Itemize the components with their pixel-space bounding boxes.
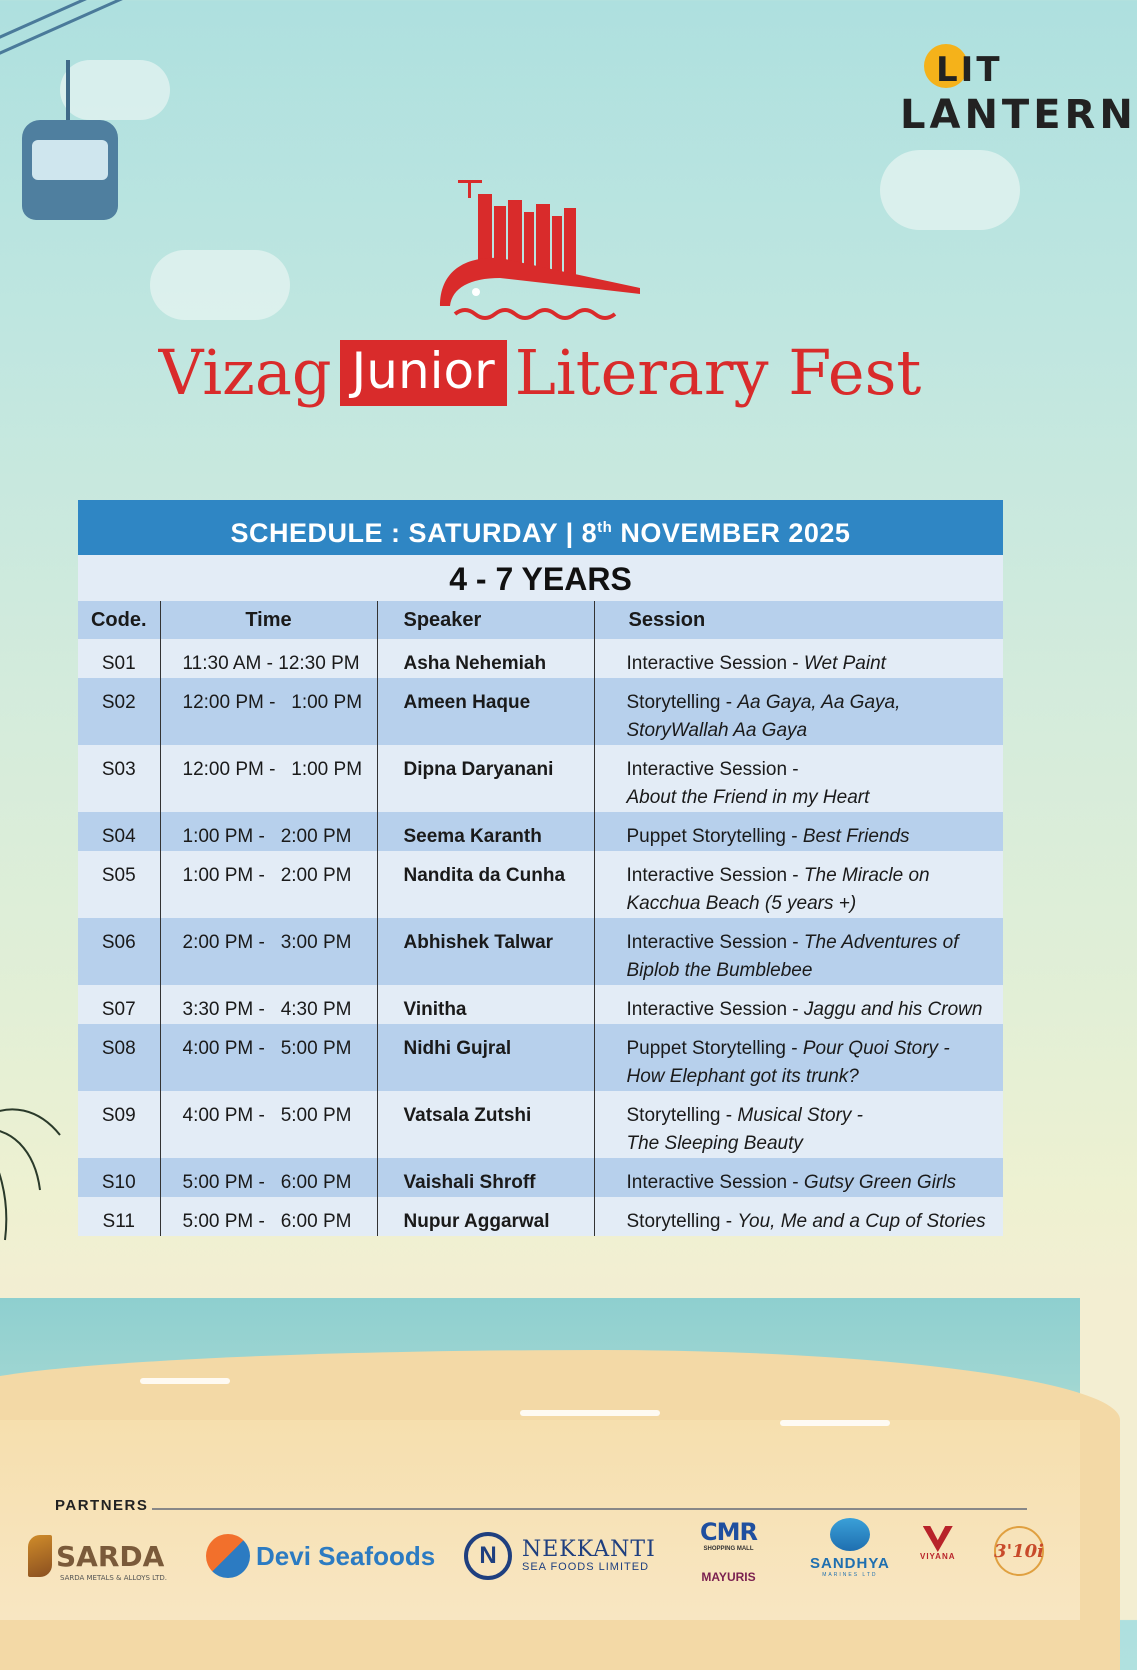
- lit-lantern-top: LIT: [936, 50, 1003, 90]
- schedule-header-pre: SCHEDULE : SATURDAY | 8: [230, 518, 598, 548]
- partner-cmr-name: CMR: [700, 1518, 757, 1546]
- partner-viyana-name: VIYANA: [920, 1552, 956, 1561]
- session-title: The Adventures of: [803, 932, 959, 953]
- cell-session: [594, 1197, 1003, 1236]
- cell-time: 5:00 PM - 6:00 PM: [160, 1158, 377, 1197]
- cell-code: S04: [78, 812, 160, 851]
- session-title-line2: The Sleeping Beauty: [626, 1133, 803, 1154]
- table-row: [78, 918, 1003, 985]
- book-whale-icon: [440, 176, 660, 326]
- cable-car-icon: [22, 120, 118, 220]
- cell-speaker: Ameen Haque: [377, 678, 594, 745]
- partners-divider: [152, 1508, 1027, 1510]
- table-row: [78, 639, 1003, 678]
- column-header-speaker: Speaker: [377, 601, 594, 639]
- session-title: Wet Paint: [803, 653, 886, 674]
- session-title: Jaggu and his Crown: [803, 999, 983, 1020]
- column-header-code: Code.: [78, 601, 160, 639]
- fest-title: [0, 336, 1080, 409]
- fest-title-post: Literary Fest: [514, 336, 922, 409]
- session-type: Interactive Session -: [626, 932, 804, 953]
- cable-line: [0, 0, 164, 59]
- cell-session: [594, 745, 1003, 812]
- age-band: 4 - 7 YEARS: [78, 555, 1003, 601]
- table-row: [78, 678, 1003, 745]
- session-title-line2: How Elephant got its trunk?: [626, 1066, 859, 1087]
- partner-310i-name: 3'10i: [994, 1540, 1044, 1562]
- table-row: [78, 1197, 1003, 1236]
- cell-code: S10: [78, 1158, 160, 1197]
- session-title: The Miracle on: [803, 865, 930, 886]
- cell-speaker: Nupur Aggarwal: [377, 1197, 594, 1236]
- table-row: [78, 1158, 1003, 1197]
- schedule-header-sup: th: [597, 519, 613, 536]
- cell-session: [594, 639, 1003, 678]
- schedule-table: [78, 500, 1003, 1236]
- partner-310i-logo: [994, 1526, 1044, 1576]
- session-title: Musical Story -: [737, 1105, 864, 1126]
- cell-speaker: Seema Karanth: [377, 812, 594, 851]
- session-title: Pour Quoi Story -: [802, 1038, 950, 1059]
- cell-code: S03: [78, 745, 160, 812]
- cell-code: S01: [78, 639, 160, 678]
- table-row: [78, 812, 1003, 851]
- table-row: [78, 1091, 1003, 1158]
- session-title-line2: About the Friend in my Heart: [626, 787, 870, 808]
- cell-speaker: Vaishali Shroff: [377, 1158, 594, 1197]
- schedule-header: [78, 500, 1003, 555]
- partner-nekkanti-name: NEKKANTI: [522, 1537, 656, 1562]
- cell-session: [594, 1158, 1003, 1197]
- cell-code: S05: [78, 851, 160, 918]
- cell-code: S08: [78, 1024, 160, 1091]
- session-title: Gutsy Green Girls: [803, 1172, 956, 1193]
- session-title: Best Friends: [802, 826, 910, 847]
- cell-time: 3:30 PM - 4:30 PM: [160, 985, 377, 1024]
- partner-sarda-name: SARDA: [56, 1539, 165, 1573]
- cell-time: 2:00 PM - 3:00 PM: [160, 918, 377, 985]
- partner-sarda-sub: SARDA METALS & ALLOYS LTD.: [60, 1574, 167, 1582]
- cloud: [150, 250, 290, 320]
- schedule-grid: [78, 601, 1003, 1236]
- cell-time: 5:00 PM - 6:00 PM: [160, 1197, 377, 1236]
- partner-nekkanti-logo: [464, 1526, 656, 1586]
- wave: [520, 1410, 660, 1416]
- cell-time: 1:00 PM - 2:00 PM: [160, 851, 377, 918]
- cell-time: 11:30 AM - 12:30 PM: [160, 639, 377, 678]
- beach-sand: [0, 1420, 1080, 1620]
- cell-session: [594, 985, 1003, 1024]
- partners-label: PARTNERS: [55, 1497, 149, 1514]
- session-type: Interactive Session -: [626, 1172, 804, 1193]
- session-type: Interactive Session -: [626, 653, 804, 674]
- viyana-mark-icon: [923, 1526, 953, 1552]
- cell-time: 1:00 PM - 2:00 PM: [160, 812, 377, 851]
- partner-cmr-sub: SHOPPING MALL: [703, 1546, 754, 1552]
- cell-speaker: Nidhi Gujral: [377, 1024, 594, 1091]
- cell-session: [594, 918, 1003, 985]
- session-type: Storytelling -: [626, 1105, 738, 1126]
- table-row: [78, 1024, 1003, 1091]
- cloud: [60, 60, 170, 120]
- cell-time: 4:00 PM - 5:00 PM: [160, 1024, 377, 1091]
- cell-session: [594, 812, 1003, 851]
- cell-session: [594, 1091, 1003, 1158]
- partner-sandhya-logo: [810, 1518, 890, 1578]
- session-type: Interactive Session -: [626, 999, 804, 1020]
- session-type: Puppet Storytelling -: [626, 1038, 803, 1059]
- cell-speaker: Vatsala Zutshi: [377, 1091, 594, 1158]
- cell-code: S11: [78, 1197, 160, 1236]
- wave: [140, 1378, 230, 1384]
- session-title: You, Me and a Cup of Stories: [737, 1211, 986, 1232]
- session-title: Aa Gaya, Aa Gaya,: [737, 692, 901, 713]
- cell-speaker: Abhishek Talwar: [377, 918, 594, 985]
- fest-title-junior: Junior: [340, 340, 507, 406]
- table-row: [78, 851, 1003, 918]
- cell-speaker: Vinitha: [377, 985, 594, 1024]
- table-row: [78, 985, 1003, 1024]
- partner-cmr-logo: [700, 1518, 757, 1584]
- nekkanti-mark-icon: N: [464, 1532, 512, 1580]
- session-title-line2: Kacchua Beach (5 years +): [626, 893, 857, 914]
- partner-viyana-logo: [920, 1526, 956, 1586]
- column-header-time: Time: [160, 601, 377, 639]
- partner-sandhya-name: SANDHYA: [810, 1555, 890, 1572]
- cloud: [880, 150, 1020, 230]
- session-type: Interactive Session -: [626, 759, 799, 780]
- partner-devi-logo: [206, 1526, 435, 1586]
- cell-speaker: Nandita da Cunha: [377, 851, 594, 918]
- lit-lantern-bottom: LANTERN: [900, 92, 1137, 138]
- session-title-line2: Biplob the Bumblebee: [626, 960, 813, 981]
- column-header-session: Session: [594, 601, 1003, 639]
- fest-title-pre: Vizag: [158, 336, 332, 409]
- session-type: Storytelling -: [626, 1211, 738, 1232]
- cell-time: 4:00 PM - 5:00 PM: [160, 1091, 377, 1158]
- cell-time: 12:00 PM - 1:00 PM: [160, 745, 377, 812]
- cell-session: [594, 678, 1003, 745]
- session-type: Interactive Session -: [626, 865, 804, 886]
- devi-mark-icon: [206, 1534, 250, 1578]
- partner-nekkanti-sub: SEA FOODS LIMITED: [522, 1561, 650, 1573]
- partner-devi-name: Devi Seafoods: [256, 1540, 436, 1571]
- cell-time: 12:00 PM - 1:00 PM: [160, 678, 377, 745]
- partner-sandhya-sub: MARINES LTD: [822, 1572, 878, 1578]
- cell-code: S07: [78, 985, 160, 1024]
- cell-code: S06: [78, 918, 160, 985]
- cable-line: [0, 0, 164, 43]
- session-type: Puppet Storytelling -: [626, 826, 803, 847]
- partner-mayuris-name: MAYURIS: [701, 1570, 756, 1584]
- cell-session: [594, 851, 1003, 918]
- sandhya-mark-icon: [830, 1518, 870, 1551]
- wave: [780, 1420, 890, 1426]
- lit-lantern-logo: [898, 44, 1137, 144]
- cell-code: S09: [78, 1091, 160, 1158]
- cell-code: S02: [78, 678, 160, 745]
- partner-sarda-logo: [28, 1526, 167, 1586]
- palm-tree-icon: [0, 1080, 70, 1280]
- cell-speaker: Dipna Daryanani: [377, 745, 594, 812]
- table-row: [78, 745, 1003, 812]
- sarda-mark-icon: [28, 1535, 52, 1577]
- session-title-line2: StoryWallah Aa Gaya: [626, 720, 808, 741]
- session-type: Storytelling -: [626, 692, 738, 713]
- cell-session: [594, 1024, 1003, 1091]
- schedule-header-post: NOVEMBER 2025: [612, 518, 851, 548]
- cable-hanger: [66, 60, 70, 122]
- cell-speaker: Asha Nehemiah: [377, 639, 594, 678]
